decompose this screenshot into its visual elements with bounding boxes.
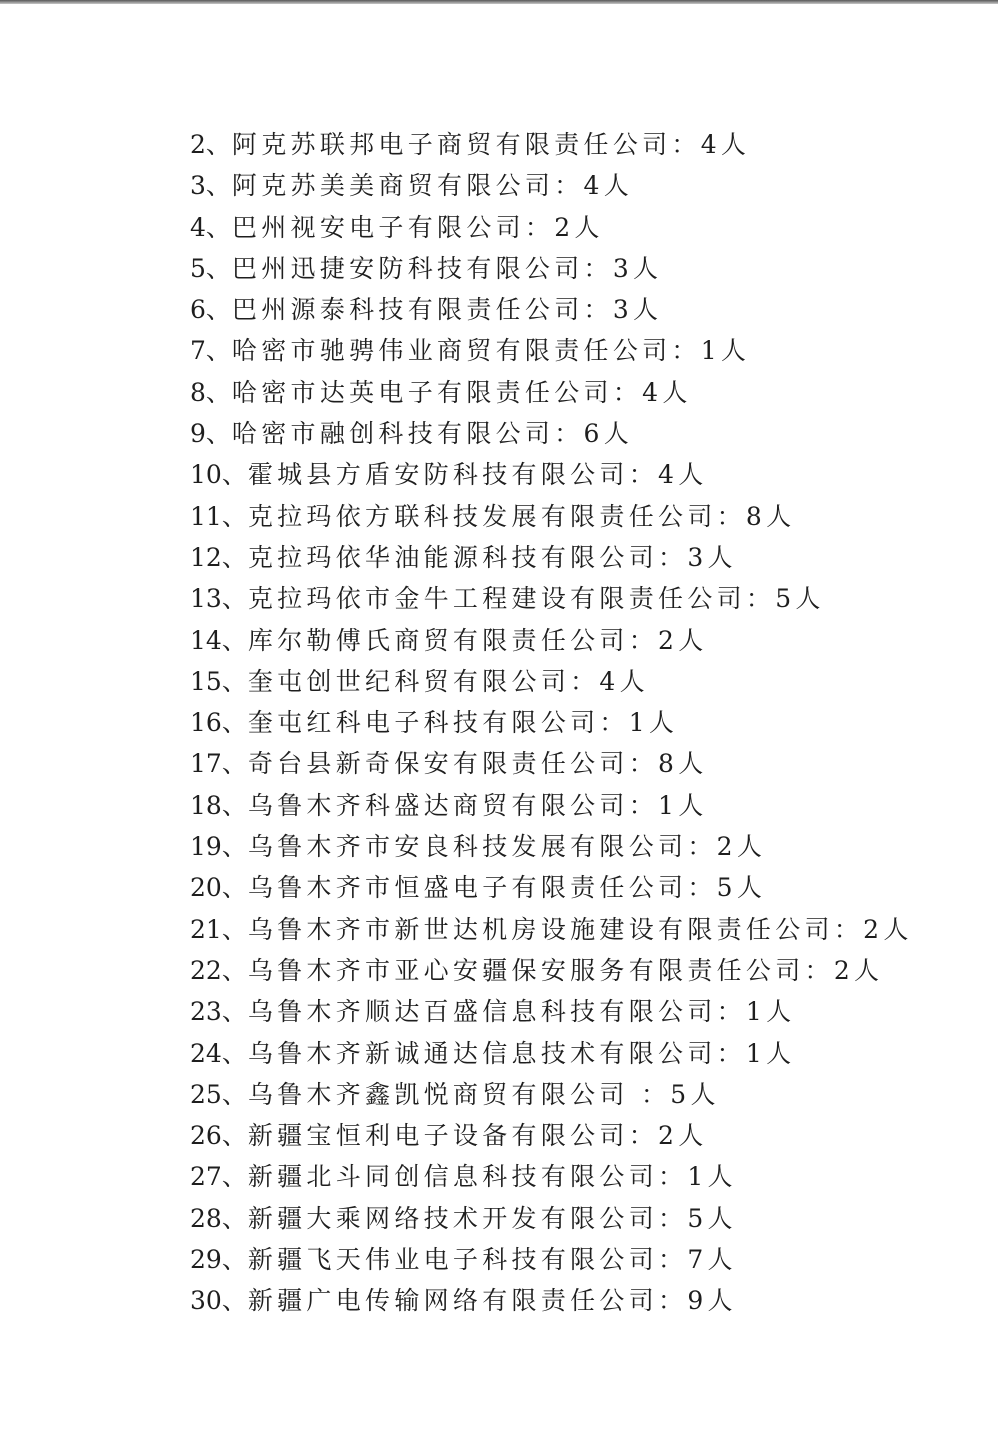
company-entry-text: 哈密市融创科技有限公司：6人 xyxy=(231,419,634,449)
item-number: 28 xyxy=(190,1203,222,1233)
company-entry-text: 乌鲁木齐鑫凯悦商贸有限公司 ：5人 xyxy=(247,1079,720,1109)
item-separator: 、 xyxy=(221,914,248,944)
item-separator: 、 xyxy=(221,749,248,779)
item-separator: 、 xyxy=(205,419,232,449)
item-separator: 、 xyxy=(221,790,248,820)
item-number: 16 xyxy=(190,708,222,738)
item-separator: 、 xyxy=(221,1245,248,1275)
list-item xyxy=(190,1074,913,1115)
item-number: 13 xyxy=(190,584,222,614)
list-item xyxy=(190,289,913,330)
item-separator: 、 xyxy=(205,377,232,407)
item-number: 4 xyxy=(190,212,206,242)
item-separator: 、 xyxy=(221,666,248,696)
item-number: 27 xyxy=(190,1162,222,1192)
item-number: 26 xyxy=(190,1121,222,1151)
item-separator: 、 xyxy=(205,253,232,283)
item-number: 7 xyxy=(190,336,206,366)
company-entry-text: 阿克苏美美商贸有限公司：4人 xyxy=(231,171,634,201)
list-item xyxy=(190,1033,913,1074)
item-number: 22 xyxy=(190,955,222,985)
item-number: 24 xyxy=(190,1038,222,1068)
company-list xyxy=(190,124,913,1322)
list-item xyxy=(190,1198,913,1239)
item-number: 20 xyxy=(190,873,222,903)
company-entry-text: 奎屯创世纪科贸有限公司：4人 xyxy=(247,666,649,696)
item-number: 9 xyxy=(190,419,206,449)
item-number: 23 xyxy=(190,997,222,1027)
company-entry-text: 奎屯红科电子科技有限公司：1人 xyxy=(247,708,679,738)
company-entry-text: 克拉玛依方联科技发展有限责任公司：8人 xyxy=(247,501,796,531)
item-number: 5 xyxy=(190,253,206,283)
item-number: 3 xyxy=(190,171,206,201)
list-item xyxy=(190,1115,913,1156)
company-entry-text: 乌鲁木齐市新世达机房设施建设有限责任公司：2人 xyxy=(247,914,913,944)
list-item xyxy=(190,702,913,743)
list-item xyxy=(190,537,913,578)
company-entry-text: 巴州源泰科技有限责任公司：3人 xyxy=(231,295,663,325)
item-separator: 、 xyxy=(221,584,248,614)
item-number: 21 xyxy=(190,914,222,944)
item-separator: 、 xyxy=(221,460,248,490)
item-number: 25 xyxy=(190,1079,222,1109)
item-separator: 、 xyxy=(205,336,232,366)
item-separator: 、 xyxy=(221,1162,248,1192)
company-entry-text: 乌鲁木齐新诚通达信息技术有限公司：1人 xyxy=(247,1038,796,1068)
item-number: 30 xyxy=(190,1286,222,1316)
list-item xyxy=(190,578,913,619)
item-number: 6 xyxy=(190,295,206,325)
item-separator: 、 xyxy=(221,1203,248,1233)
item-separator: 、 xyxy=(221,832,248,862)
company-entry-text: 巴州迅捷安防科技有限公司：3人 xyxy=(231,253,663,283)
item-number: 12 xyxy=(190,542,222,572)
list-item xyxy=(190,207,913,248)
item-separator: 、 xyxy=(221,1038,248,1068)
list-item xyxy=(190,124,913,165)
company-entry-text: 乌鲁木齐科盛达商贸有限公司：1人 xyxy=(247,790,708,820)
item-number: 18 xyxy=(190,790,222,820)
item-separator: 、 xyxy=(221,1079,248,1109)
list-item xyxy=(190,950,913,991)
company-entry-text: 新疆飞天伟业电子科技有限公司：7人 xyxy=(247,1245,737,1275)
item-number: 15 xyxy=(190,666,222,696)
item-number: 11 xyxy=(190,501,222,531)
list-item xyxy=(190,867,913,908)
company-entry-text: 新疆北斗同创信息科技有限公司：1人 xyxy=(247,1162,737,1192)
company-entry-text: 乌鲁木齐市亚心安疆保安服务有限责任公司：2人 xyxy=(247,955,884,985)
list-item xyxy=(190,413,913,454)
item-number: 19 xyxy=(190,832,222,862)
item-separator: 、 xyxy=(221,955,248,985)
list-item xyxy=(190,743,913,784)
company-entry-text: 奇台县新奇保安有限责任公司：8人 xyxy=(247,749,708,779)
item-separator: 、 xyxy=(221,542,248,572)
item-separator: 、 xyxy=(205,130,232,159)
company-entry-text: 阿克苏联邦电子商贸有限责任公司：4人 xyxy=(231,130,751,159)
item-separator: 、 xyxy=(221,708,248,738)
list-item xyxy=(190,1239,913,1280)
company-entry-text: 库尔勒傅氏商贸有限责任公司：2人 xyxy=(247,625,708,655)
list-item xyxy=(190,454,913,495)
list-item xyxy=(190,620,913,661)
item-number: 2 xyxy=(190,130,206,159)
item-separator: 、 xyxy=(205,212,232,242)
company-entry-text: 霍城县方盾安防科技有限公司：4人 xyxy=(247,460,708,490)
list-item xyxy=(190,1280,913,1321)
company-entry-text: 克拉玛依市金牛工程建设有限责任公司：5人 xyxy=(247,584,825,614)
item-separator: 、 xyxy=(221,501,248,531)
list-item xyxy=(190,661,913,702)
item-separator: 、 xyxy=(221,625,248,655)
item-separator: 、 xyxy=(221,1121,248,1151)
item-number: 14 xyxy=(190,625,222,655)
company-entry-text: 乌鲁木齐顺达百盛信息科技有限公司：1人 xyxy=(247,997,796,1027)
company-entry-text: 新疆广电传输网络有限责任公司：9人 xyxy=(247,1286,737,1316)
item-number: 8 xyxy=(190,377,206,407)
item-number: 10 xyxy=(190,460,222,490)
item-separator: 、 xyxy=(205,171,232,201)
list-item xyxy=(190,496,913,537)
list-item xyxy=(190,165,913,206)
list-item xyxy=(190,330,913,371)
list-item xyxy=(190,826,913,867)
company-entry-text: 乌鲁木齐市安良科技发展有限公司：2人 xyxy=(247,832,767,862)
company-entry-text: 哈密市达英电子有限责任公司：4人 xyxy=(231,377,692,407)
item-separator: 、 xyxy=(221,1286,248,1316)
item-number: 17 xyxy=(190,749,222,779)
item-separator: 、 xyxy=(221,873,248,903)
item-separator: 、 xyxy=(221,997,248,1027)
company-entry-text: 新疆大乘网络技术开发有限公司：5人 xyxy=(247,1203,737,1233)
item-separator: 、 xyxy=(205,295,232,325)
list-item xyxy=(190,785,913,826)
list-item xyxy=(190,248,913,289)
list-item xyxy=(190,1156,913,1197)
company-entry-text: 乌鲁木齐市恒盛电子有限责任公司：5人 xyxy=(247,873,767,903)
list-item xyxy=(190,909,913,950)
list-item xyxy=(190,372,913,413)
company-entry-text: 哈密市驰骋伟业商贸有限责任公司：1人 xyxy=(231,336,751,366)
list-item xyxy=(190,991,913,1032)
company-entry-text: 巴州视安电子有限公司：2人 xyxy=(231,212,604,242)
company-entry-text: 克拉玛依华油能源科技有限公司：3人 xyxy=(247,542,737,572)
company-entry-text: 新疆宝恒利电子设备有限公司：2人 xyxy=(247,1121,708,1151)
item-number: 29 xyxy=(190,1245,222,1275)
